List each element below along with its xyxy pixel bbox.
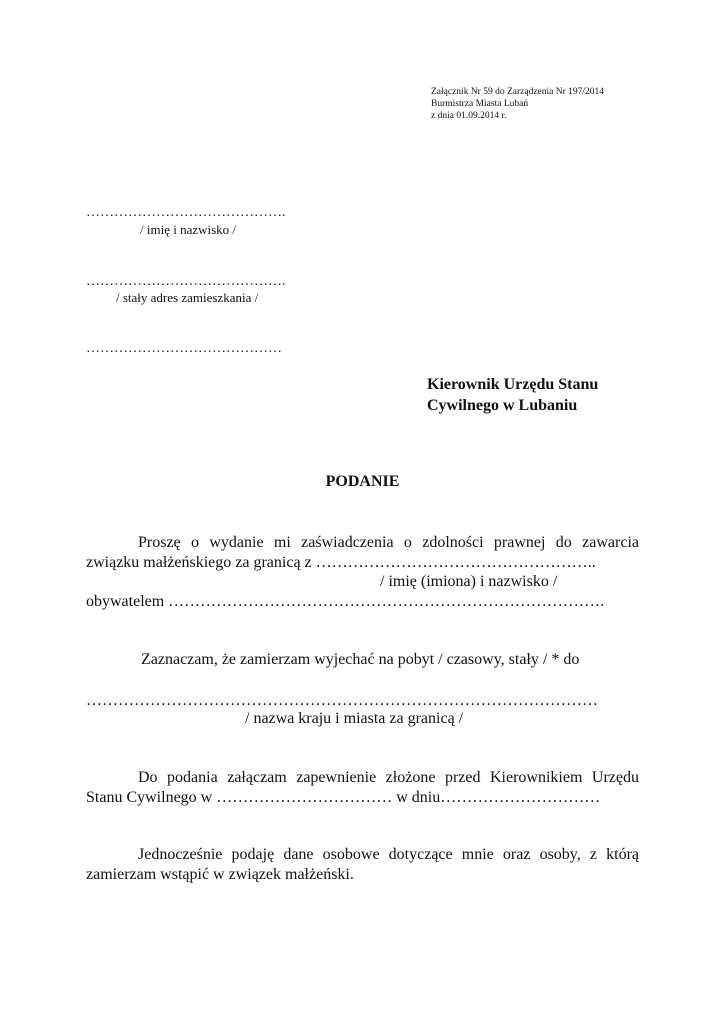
name-caption: / imię i nazwisko / xyxy=(140,222,237,237)
document-title: PODANIE xyxy=(325,473,400,490)
annex-note xyxy=(431,86,604,122)
request-paragraph: Proszę o wydanie mi zaświadczenia o zdolności prawnej do zawarcia związku małżeńskiego za granicą z …………………………………………….. xyxy=(86,534,639,571)
annex-line-1: Załącznik Nr 59 do Zarządzenia Nr 197/2014 xyxy=(431,87,605,97)
destination-dotted-field: …………………………………………………………………………………… xyxy=(86,692,598,709)
annex-line-2: Burmistrza Miasta Lubań xyxy=(431,99,529,109)
personal-data-paragraph: Jednocześnie podaję dane osobowe dotyczące mnie oraz osoby, z którą zamierzam wstąpić w związek małżeński. xyxy=(86,846,639,883)
citizenship-line: obywatelem ………………………………………………………………………. xyxy=(86,593,605,610)
attachment-paragraph: Do podania załączam zapewnienie złożone przed Kierownikiem Urzędu Stanu Cywilnego w …………………………… w dniu………………………… xyxy=(86,769,639,806)
name-dotted-field: ……………………………………. xyxy=(86,205,286,220)
destination-caption: / nazwa kraju i miasta za granicą / xyxy=(245,710,464,727)
stay-paragraph: Zaznaczam, że zamierzam wyjechać na pobyt / czasowy, stały / * do xyxy=(141,651,580,668)
addressee-line-1: Kierownik Urzędu Stanu xyxy=(427,376,599,393)
spouse-name-caption: / imię (imiona) i nazwisko / xyxy=(380,573,558,590)
annex-line-3: z dnia 01.09.2014 r. xyxy=(431,111,507,121)
address-dotted-field: ……………………………………. xyxy=(86,274,286,289)
addressee-block xyxy=(427,374,598,416)
addressee-line-2: Cywilnego w Lubaniu xyxy=(427,397,578,414)
extra-dotted-field: …………………………………… xyxy=(86,341,282,356)
address-caption: / stały adres zamieszkania / xyxy=(116,290,259,305)
